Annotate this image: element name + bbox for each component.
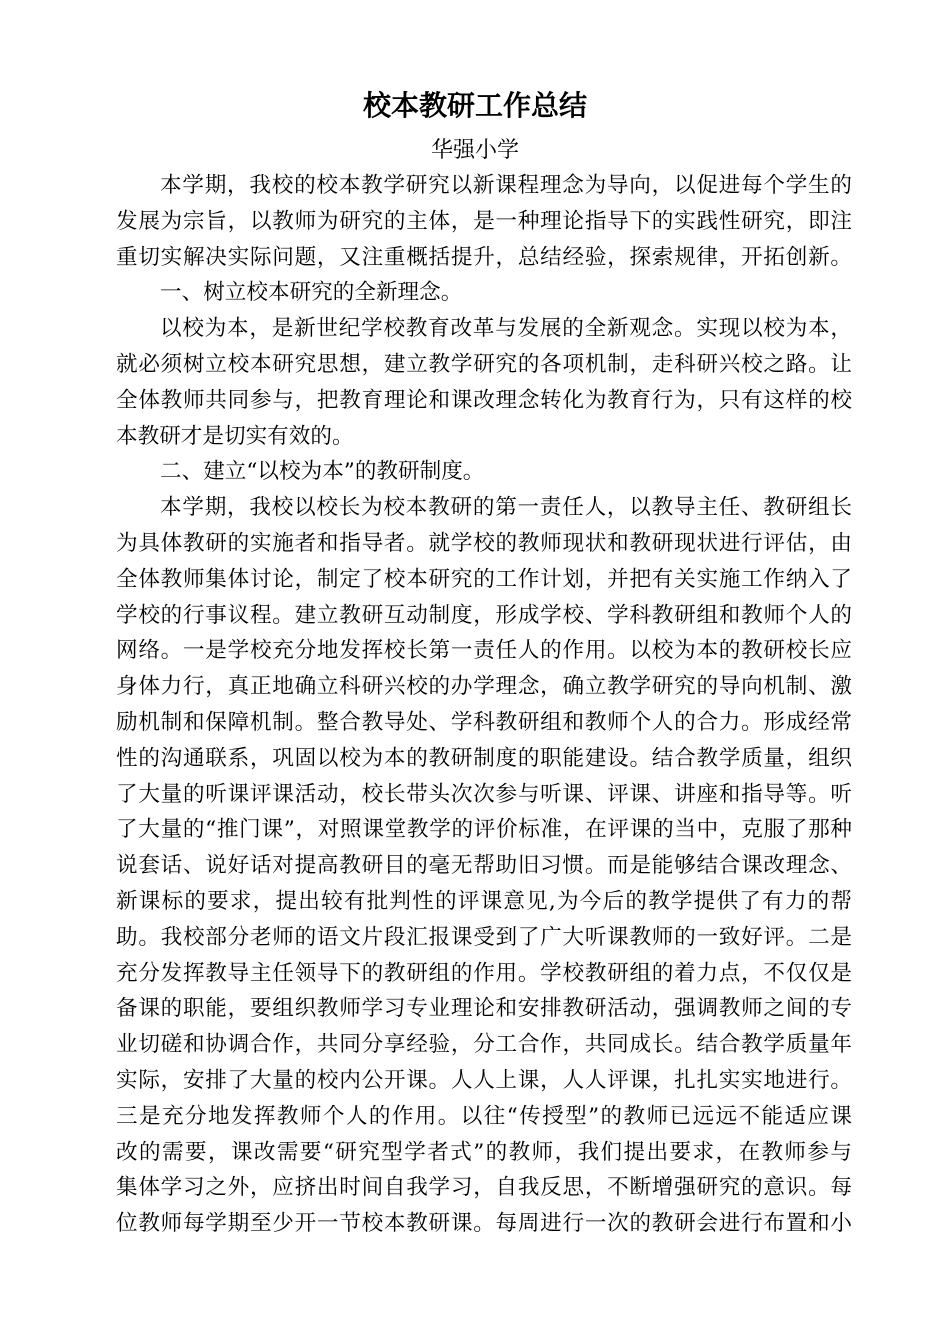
- text-line: 充分发挥教导主任领导下的教研组的作用。学校教研组的着力点，不仅仅是: [116, 960, 852, 986]
- text-line: 新课标的要求，提出较有批判性的评课意见,为今后的教学提供了有力的帮: [116, 888, 852, 914]
- text-line: 三是充分地发挥教师个人的作用。以往“传授型”的教师已远远不能适应课: [116, 1103, 852, 1129]
- text-line: 全体教师集体讨论，制定了校本研究的工作计划，并把有关实施工作纳入了: [116, 566, 852, 592]
- section-heading: 二、建立“以校为本”的教研制度。: [160, 459, 485, 485]
- text-line: 就必须树立校本研究思想，建立教学研究的各项机制，走科研兴校之路。让: [116, 351, 852, 377]
- document-body: [116, 168, 852, 1242]
- text-line: 网络。一是学校充分地发挥校长第一责任人的作用。以校为本的教研校长应: [116, 638, 852, 664]
- text-line: 集体学习之外，应挤出时间自我学习，自我反思，不断增强研究的意识。每: [116, 1175, 852, 1201]
- text-line: 本学期，我校的校本教学研究以新课程理念为导向，以促进每个学生的: [160, 173, 852, 198]
- text-line: 本教研才是切实有效的。: [116, 423, 354, 449]
- section-heading: 一、树立校本研究的全新理念。: [160, 280, 463, 306]
- text-line: 了大量的听课评课活动，校长带头次次参与听课、评课、讲座和指导等。听: [116, 781, 852, 807]
- text-line: 重切实解决实际问题，又注重概括提升，总结经验，探索规律，开拓创新。: [116, 244, 852, 270]
- text-line: 改的需要，课改需要“研究型学者式”的教师，我们提出要求，在教师参与: [116, 1139, 852, 1165]
- text-line: 性的沟通联系，巩固以校为本的教研制度的职能建设。结合教学质量，组织: [116, 745, 852, 771]
- text-line: 备课的职能，要组织教师学习专业理论和安排教研活动，强调教师之间的专: [116, 996, 852, 1022]
- text-line: 实际，安排了大量的校内公开课。人人上课，人人评课，扎扎实实地进行。: [116, 1067, 852, 1093]
- text-line: 位教师每学期至少开一节校本教研课。每周进行一次的教研会进行布置和小: [116, 1211, 852, 1237]
- text-line: 为具体教研的实施者和指导者。就学校的教师现状和教研现状进行评估，由: [116, 530, 852, 556]
- text-line: 全体教师共同参与，把教育理论和课改理念转化为教育行为，只有这样的校: [116, 387, 852, 413]
- text-line: 说套话、说好话对提高教研目的毫无帮助旧习惯。而是能够结合课改理念、: [116, 853, 852, 879]
- text-line: 发展为宗旨，以教师为研究的主体，是一种理论指导下的实践性研究，即注: [116, 208, 852, 234]
- text-line: 本学期，我校以校长为校本教研的第一责任人，以教导主任、教研组长: [160, 495, 852, 521]
- text-line: 了大量的“推门课”，对照课堂教学的评价标准，在评课的当中，克服了那种: [116, 817, 852, 843]
- document-author: 华强小学: [430, 138, 519, 163]
- text-line: 励机制和保障机制。整合教导处、学科教研组和教师个人的合力。形成经常: [116, 709, 852, 735]
- text-line: 学校的行事议程。建立教研互动制度，形成学校、学科教研组和教师个人的: [116, 602, 852, 628]
- text-line: 以校为本，是新世纪学校教育改革与发展的全新观念。实现以校为本，: [160, 316, 852, 342]
- document-title: 校本教研工作总结: [362, 89, 587, 122]
- text-line: 助。我校部分老师的语文片段汇报课受到了广大听课教师的一致好评。二是: [116, 924, 852, 950]
- text-line: 业切磋和协调合作，共同分享经验，分工合作，共同成长。结合教学质量年: [116, 1032, 852, 1058]
- text-line: 身体力行，真正地确立科研兴校的办学理念，确立教学研究的导向机制、激: [116, 674, 852, 700]
